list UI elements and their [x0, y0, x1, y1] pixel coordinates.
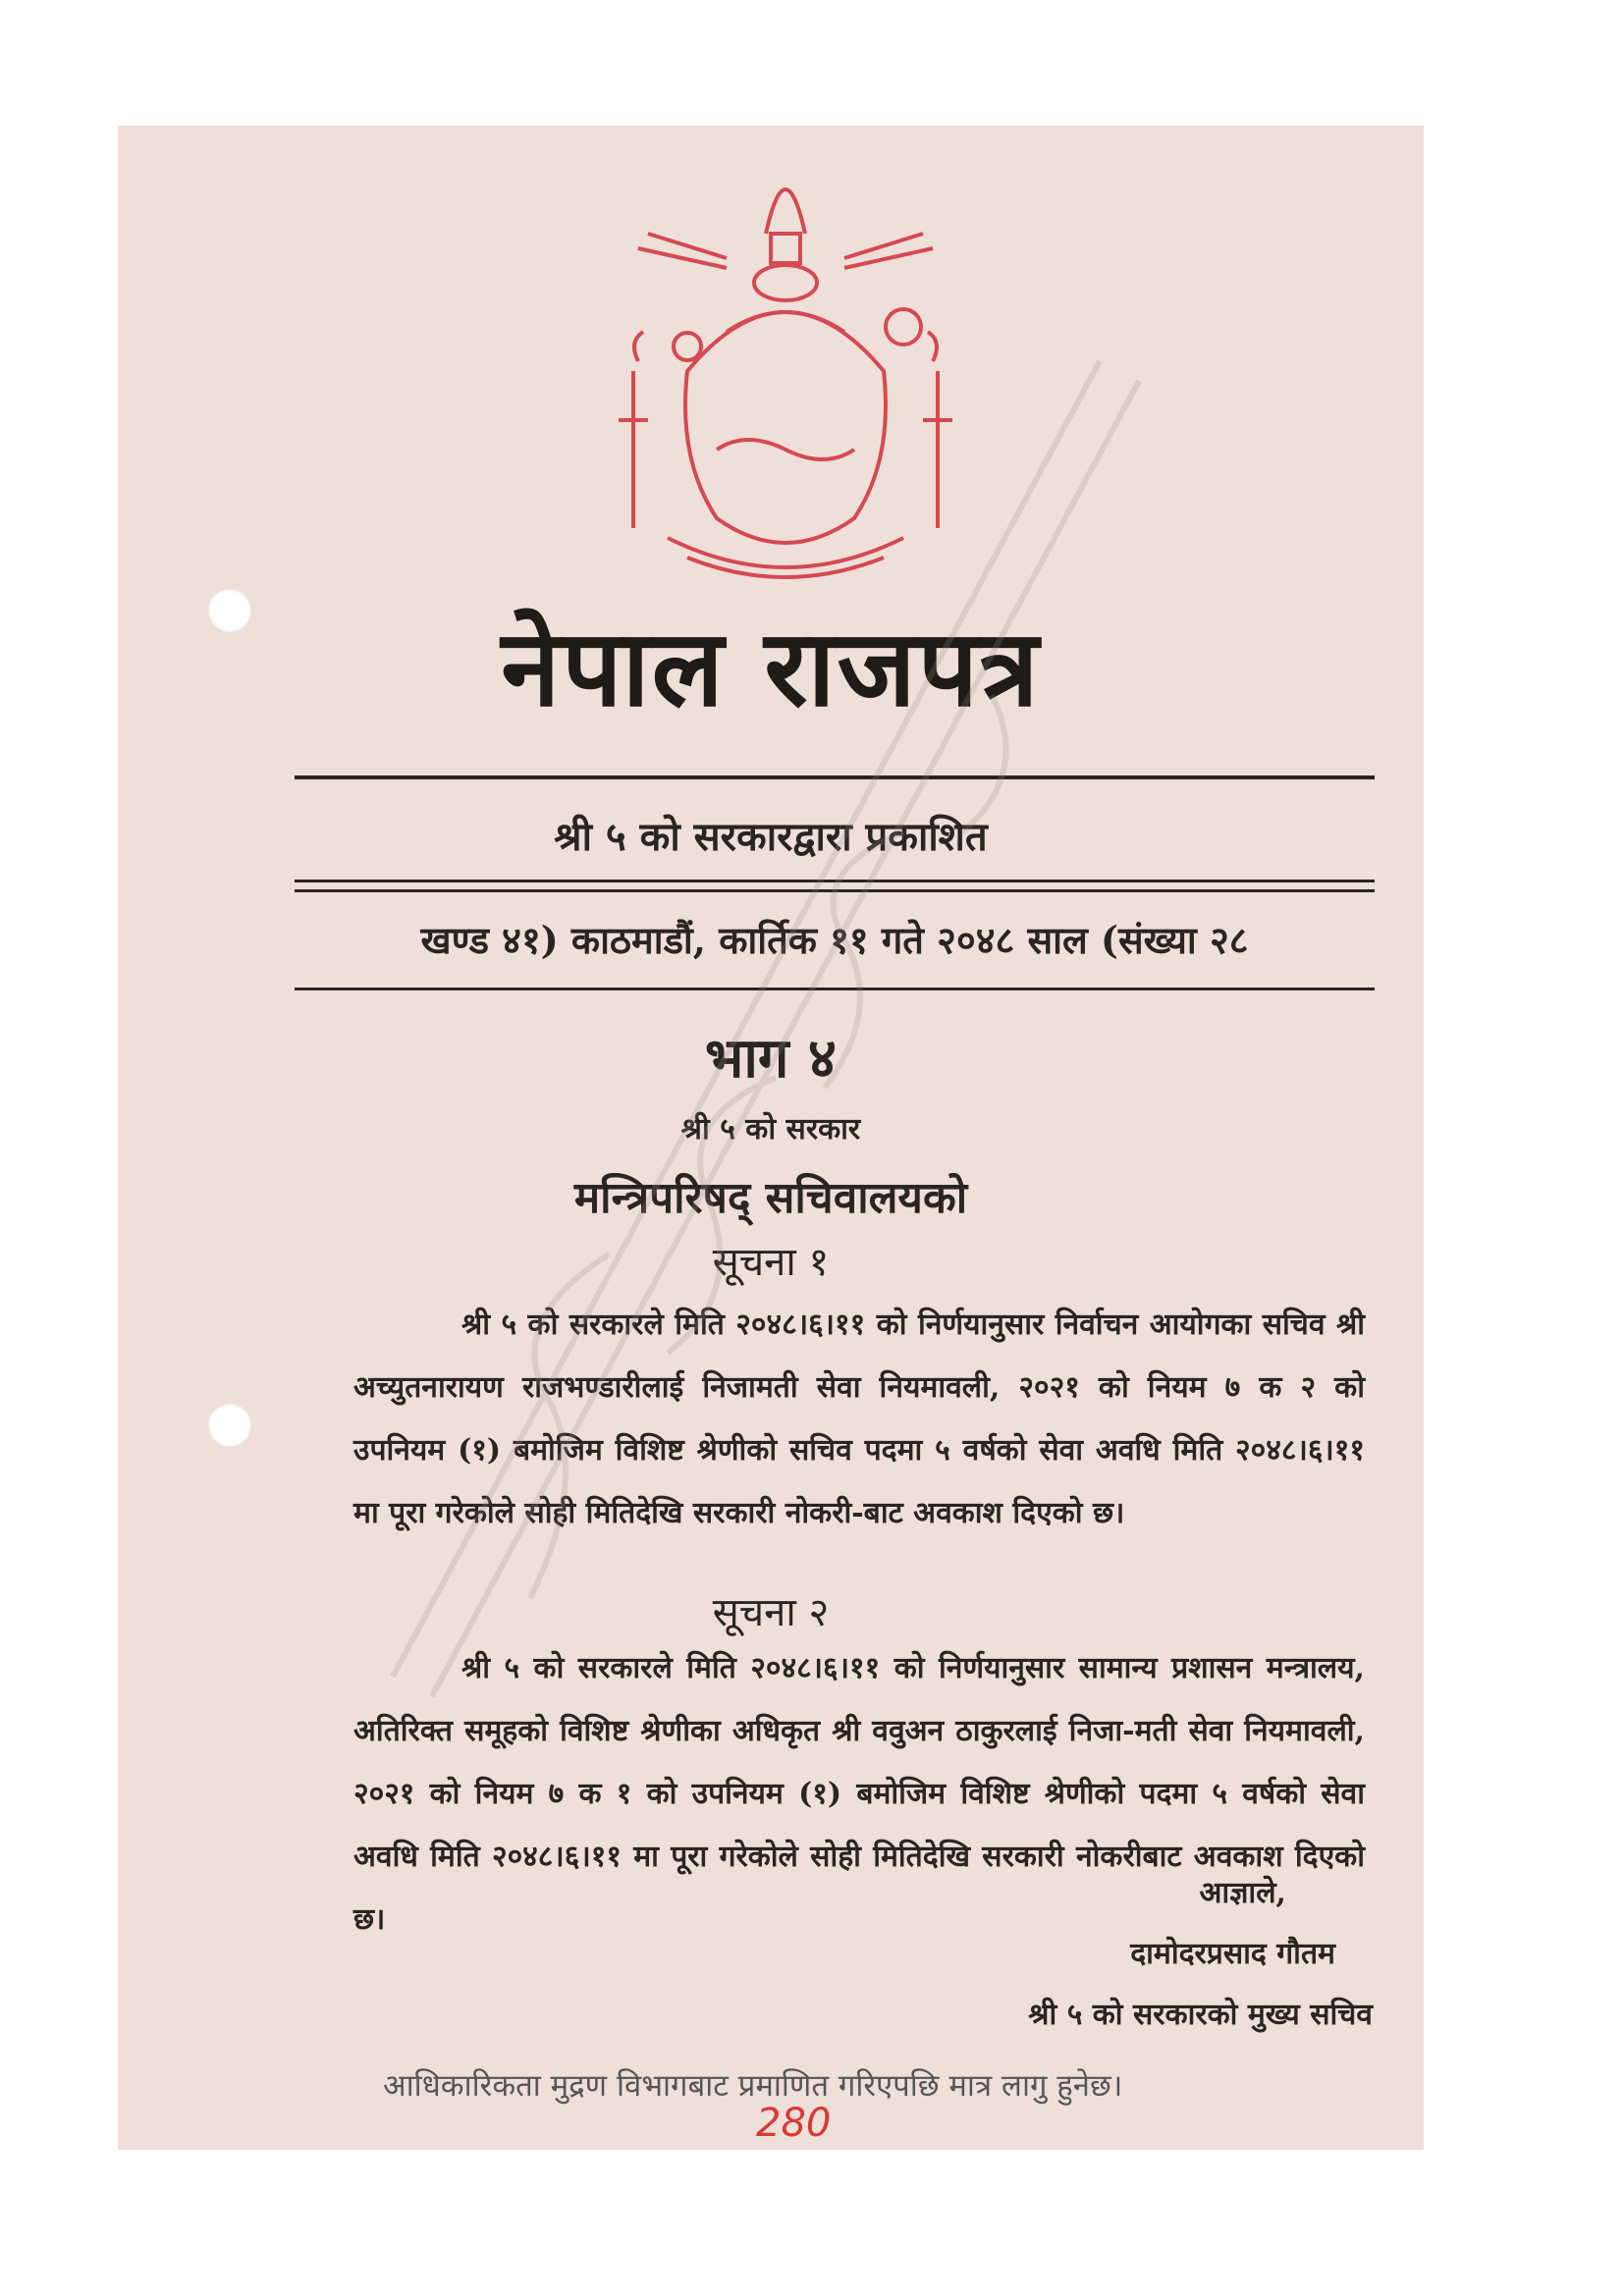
signature-name: दामोदरप्रसाद गौतम [1130, 1937, 1335, 1971]
authenticity-footer: आधिकारिकता मुद्रण विभागबाट प्रमाणित गरिएपछि मात्र लागु हुनेछ। [383, 2068, 1123, 2104]
government-heading: श्री ५ को सरकार [680, 1112, 861, 1147]
gazette-masthead: नेपाल राजपत्र [501, 607, 1041, 730]
rule-double-1 [295, 880, 1375, 882]
issue-line: खण्ड ४१) काठमाडौं, कार्तिक ११ गते २०४८ साल (संख्या २८ [420, 918, 1249, 962]
office-heading: मन्त्रिपरिषद् सचिवालयको [573, 1173, 968, 1223]
part-heading: भाग ४ [704, 1026, 838, 1091]
publisher-line: श्री ५ को सरकारद्वारा प्रकाशित [554, 814, 988, 860]
gazette-page [118, 126, 1424, 2150]
rule-top [295, 775, 1375, 779]
signature-designation: श्री ५ को सरकारको मुख्य सचिव [1028, 1998, 1373, 2032]
nepal-coat-of-arms-icon [579, 126, 992, 616]
rule-double-2 [295, 889, 1375, 892]
signature-order: आज्ञाले, [1199, 1876, 1286, 1910]
punch-hole-bottom [208, 1404, 251, 1447]
notice-2-title: सूचना २ [712, 1590, 830, 1635]
notice-1-title: सूचना १ [712, 1240, 830, 1285]
rule-bottom [295, 988, 1375, 990]
notice-1-body: श्री ५ को सरकारले मिति २०४८।६।११ को निर्णयानुसार निर्वाचन आयोगका सचिव श्री अच्युतनारायण राजभण्डारीलाई निजामती सेवा नियमावली, २०२१ को नियम ७ क २ को उपनियम (१) बमोजिम विशिष्ट श्रेणीको सचिव पदमा ५ वर्षको सेवा अवधि मिति २०४८।६।११ मा पूरा गरेकोले सोही मितिदेखि सरकारी नोकरी-बाट अवकाश दिएको छ। [353, 1308, 1365, 1530]
handwritten-page-number: 280 [756, 2101, 832, 2146]
notice-2-body: श्री ५ को सरकारले मिति २०४८।६।११ को निर्णयानुसार सामान्य प्रशासन मन्त्रालय, अतिरिक्त समूहको विशिष्ट श्रेणीका अधिकृत श्री ववुअन ठाकुरलाई निजा-मती सेवा नियमावली, २०२१ को नियम ७ क १ को उपनियम (१) बमोजिम विशिष्ट श्रेणीको पदमा ५ वर्षको सेवा अवधि मिति २०४८।६।११ मा पूरा गरेकोले सोही मितिदेखि सरकारी नोकरीबाट अवकाश दिएको छ। [353, 1651, 1365, 1937]
